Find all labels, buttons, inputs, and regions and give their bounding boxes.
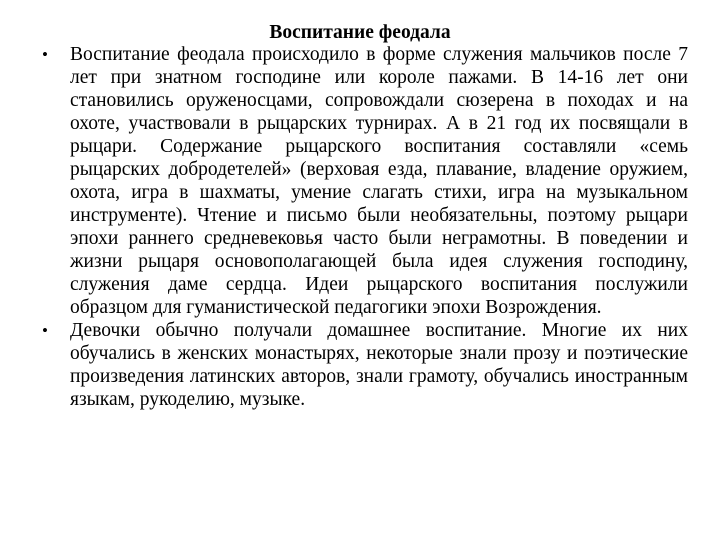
bullet-marker: • bbox=[42, 321, 48, 340]
bullet-list bbox=[38, 43, 688, 411]
bullet-text: Девочки обычно получали домашнее воспитание. Многие их них обучались в женских монастырях, некоторые знали прозу и поэтические произведения латинских авторов, знали грамоту, обучались иностранным языкам, рукоделию, музыке. bbox=[70, 320, 688, 410]
bullet-marker: • bbox=[42, 45, 48, 64]
bullet-item bbox=[38, 319, 688, 411]
bullet-text: Воспитание феодала происходило в форме служения мальчиков после 7 лет при знатном господине или короле пажами. В 14-16 лет они становились оруженосцами, сопровождали сюзерена в походах и на охоте, участвовали в рыцарских турнирах. А в 21 год их посвящали в рыцари. Содержание рыцарского воспитания составляли «семь рыцарских добродетелей» (верховая езда, плавание, владение оружием, охота, игра в шахматы, умение слагать стихи, игра на музыкальном инструменте). Чтение и письмо были необязательны, поэтому рыцари эпохи раннего средневековья часто были неграмотны. В поведении и жизни рыцаря основополагающей была идея служения господину, служения даме сердца. Идеи рыцарского воспитания послужили образцом для гуманистической педагогики эпохи Возрождения. bbox=[70, 44, 688, 318]
bullet-item bbox=[38, 43, 688, 319]
slide-title: Воспитание феодала bbox=[269, 22, 451, 43]
